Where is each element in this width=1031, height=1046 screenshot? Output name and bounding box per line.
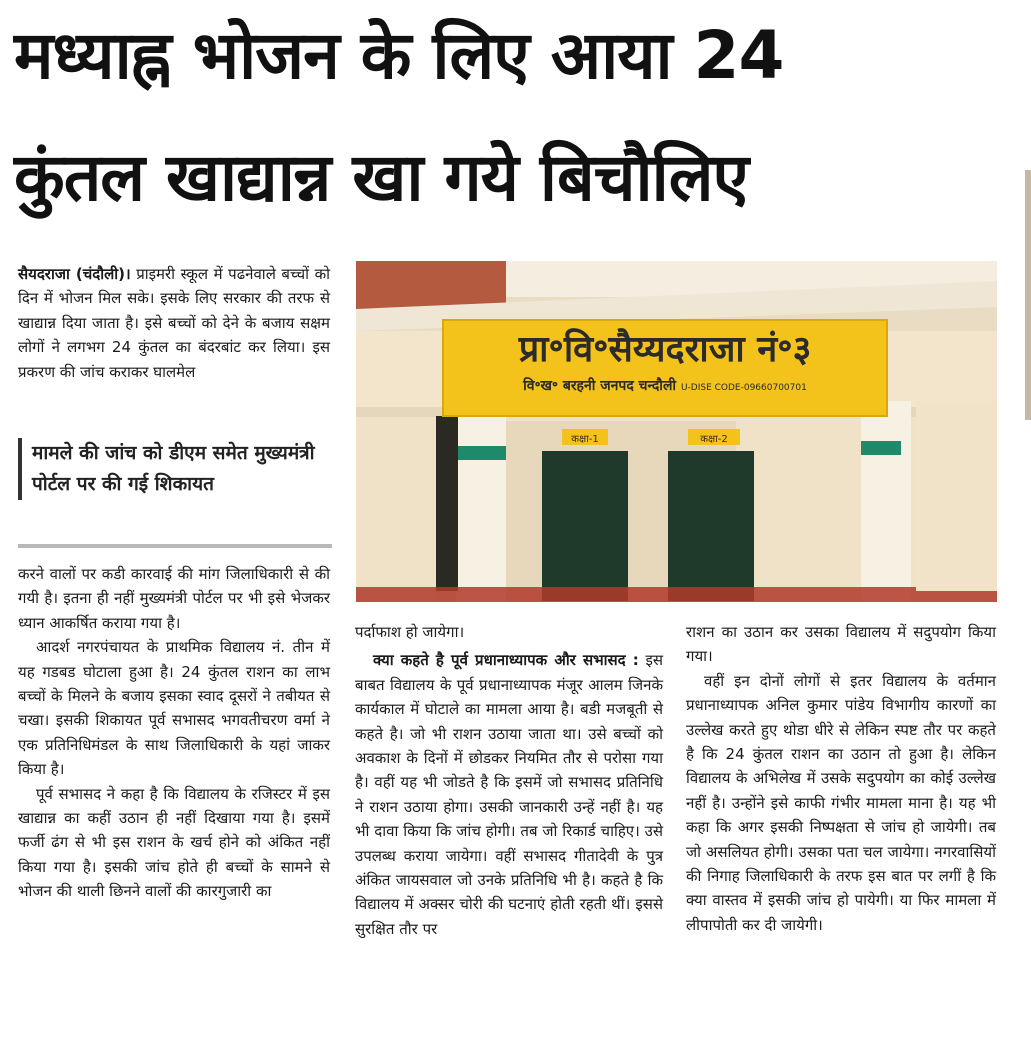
crosshead: क्या कहते है पूर्व प्रधानाध्यापक और सभासद :	[373, 651, 639, 670]
adjacent-page-edge	[1025, 170, 1031, 420]
column-1-paragraph: आदर्श नगरपंचायत के प्राथमिक विद्यालय नं. तीन में यह गडबड घोटाला हुआ है। 24 कुंतल राशन का लाभ बच्चों के मिलने के बजाय इसका स्वाद दूसरों ने तबीयत से चखा। इसकी शिकायत पूर्व सभासद भगवतीचरण वर्मा ने एक प्रतिनिधिमंडल के साथ जिलाधिकारी के यहां जाकर किया है।	[18, 638, 330, 779]
column-1-lead	[18, 262, 330, 384]
dateline: सैयदराजा (चंदौली)।	[18, 265, 131, 283]
school-sign	[442, 319, 888, 417]
headline-line-1: मध्याह्न भोजन के लिए आया 24	[14, 17, 784, 94]
pillar	[861, 401, 911, 602]
column-1-body	[18, 562, 330, 904]
door-2-label: कक्षा-2	[700, 434, 728, 445]
headline-line-2: कुंतल खाद्यान्न खा गये बिचौलिए	[14, 139, 748, 216]
column-2-body	[355, 620, 663, 941]
school-building-photo	[356, 261, 997, 602]
column-1-paragraph: करने वालों पर कडी कारवाई की मांग जिलाधिकारी से की गयी है। इतना ही नहीं मुख्यमंत्री पोर्टल पर भी इसे भेजकर ध्यान आकर्षित कराया गया है।	[18, 565, 330, 632]
lead-paragraph: प्राइमरी स्कूल में पढनेवाले बच्चों को दिन में भोजन मिल सके। इसके लिए सरकार की तरफ से खाद्यान्न दिया जाता है। इसे बच्चों को देने के बजाय सक्षम लोगों ने लगभग 24 कुंतल का बंदरबांट कर लिया। इस प्रकरण की जांच कराकर घालमेल	[18, 265, 330, 381]
column-3-body	[686, 620, 996, 937]
school-sign-udise: U-DISE CODE-09660700701	[680, 383, 807, 393]
brick-wall	[356, 261, 506, 309]
column-1-paragraph: पूर्व सभासद ने कहा है कि विद्यालय के रजिस्टर में इस खाद्यान्न का कहीं उठान ही नहीं दिखाया गया है। इसमें फर्जी ढंग से भी इस राशन के खर्च होने को अंकित नहीं किया गया है। इसकी जांच होते ही बच्चों के सामने से भोजन की थाली छिनने वालों की कारगुजारी का	[18, 784, 330, 901]
column-3-paragraph: वहीं इन दोनों लोगों से इतर विद्यालय के वर्तमान प्रधानाध्यापक अनिल कुमार पांडेय विभागीय कारणों का उल्लेख करते हुए थोडा धीरे से लेकिन स्पष्ट तौर पर कहते है कि 24 कुंतल राशन का उठान तो हुआ है। लेकिन विद्यालय के अभिलेख में उसके सदुपयोग का कोई उल्लेख नहीं है। उन्होंने इसे काफी गंभीर मामला माना है। यह भी कहा कि अगर इसकी निष्पक्षता से जांच हो जायेगी। तब जो असलियत होगी। उसका पता चल जायेगा। नगरवासियों की निगाह जिलाधिकारी के तरफ इस बात पर लगीं है कि क्या वास्तव में इसकी जांच हो पायेगी। या फिर मामला में लीपापोती कर दी जायेगी।	[686, 671, 996, 934]
column-2-paragraph: पर्दाफाश हो जायेगा।	[355, 623, 465, 641]
column-3-paragraph: राशन का उठान कर उसका विद्यालय में सदुपयोग किया गया।	[686, 623, 996, 666]
door-1-label: कक्षा-1	[571, 434, 599, 445]
photo-scene	[356, 261, 997, 602]
divider-rule	[18, 544, 332, 548]
column-2-text: इस बाबत विद्यालय के पूर्व प्रधानाध्यापक मंजूर आलम जिनके कार्यकाल में घोटाले का मामला आया है। बडी मजबूती से कहते है। जो भी राशन उठाया जाता था। उसे बच्चों को अवकाश के दिनों में छोडकर नियमित तौर से परोसा गया है। वहीं यह भी जोडते है कि इसमें जो सभासद प्रतिनिधि ने राशन उठाया होगा। उसकी जानकारी उन्हें नहीं है। यह भी दावा किया कि जांच होगी। तब जो रिकार्ड चाहिए। उसे उपलब्ध कराया जायेगा। वहीं सभासद गीतादेवी के पुत्र अंकित जायसवाल जो उनके प्रतिनिधि भी है। कहते है कि विद्यालय में अक्सर चोरी की घटनाएं होती रहती थीं। इससे सुरक्षित तौर पर	[355, 651, 663, 938]
classroom-door-1	[542, 451, 628, 601]
classroom-door-2	[668, 451, 754, 601]
school-sign-subtitle	[444, 375, 886, 399]
pillar	[456, 416, 506, 602]
school-sign-block: वि॰ख॰ बरहनी जनपद चन्दौली	[523, 378, 677, 394]
school-sign-name: प्रा॰वि॰सैय्यदराजा नं॰३	[518, 329, 812, 370]
pull-quote-subhead: मामले की जांच को डीएम समेत मुख्यमंत्री पोर्टल पर की गई शिकायत	[18, 438, 342, 500]
column-2-paragraph	[355, 648, 663, 941]
